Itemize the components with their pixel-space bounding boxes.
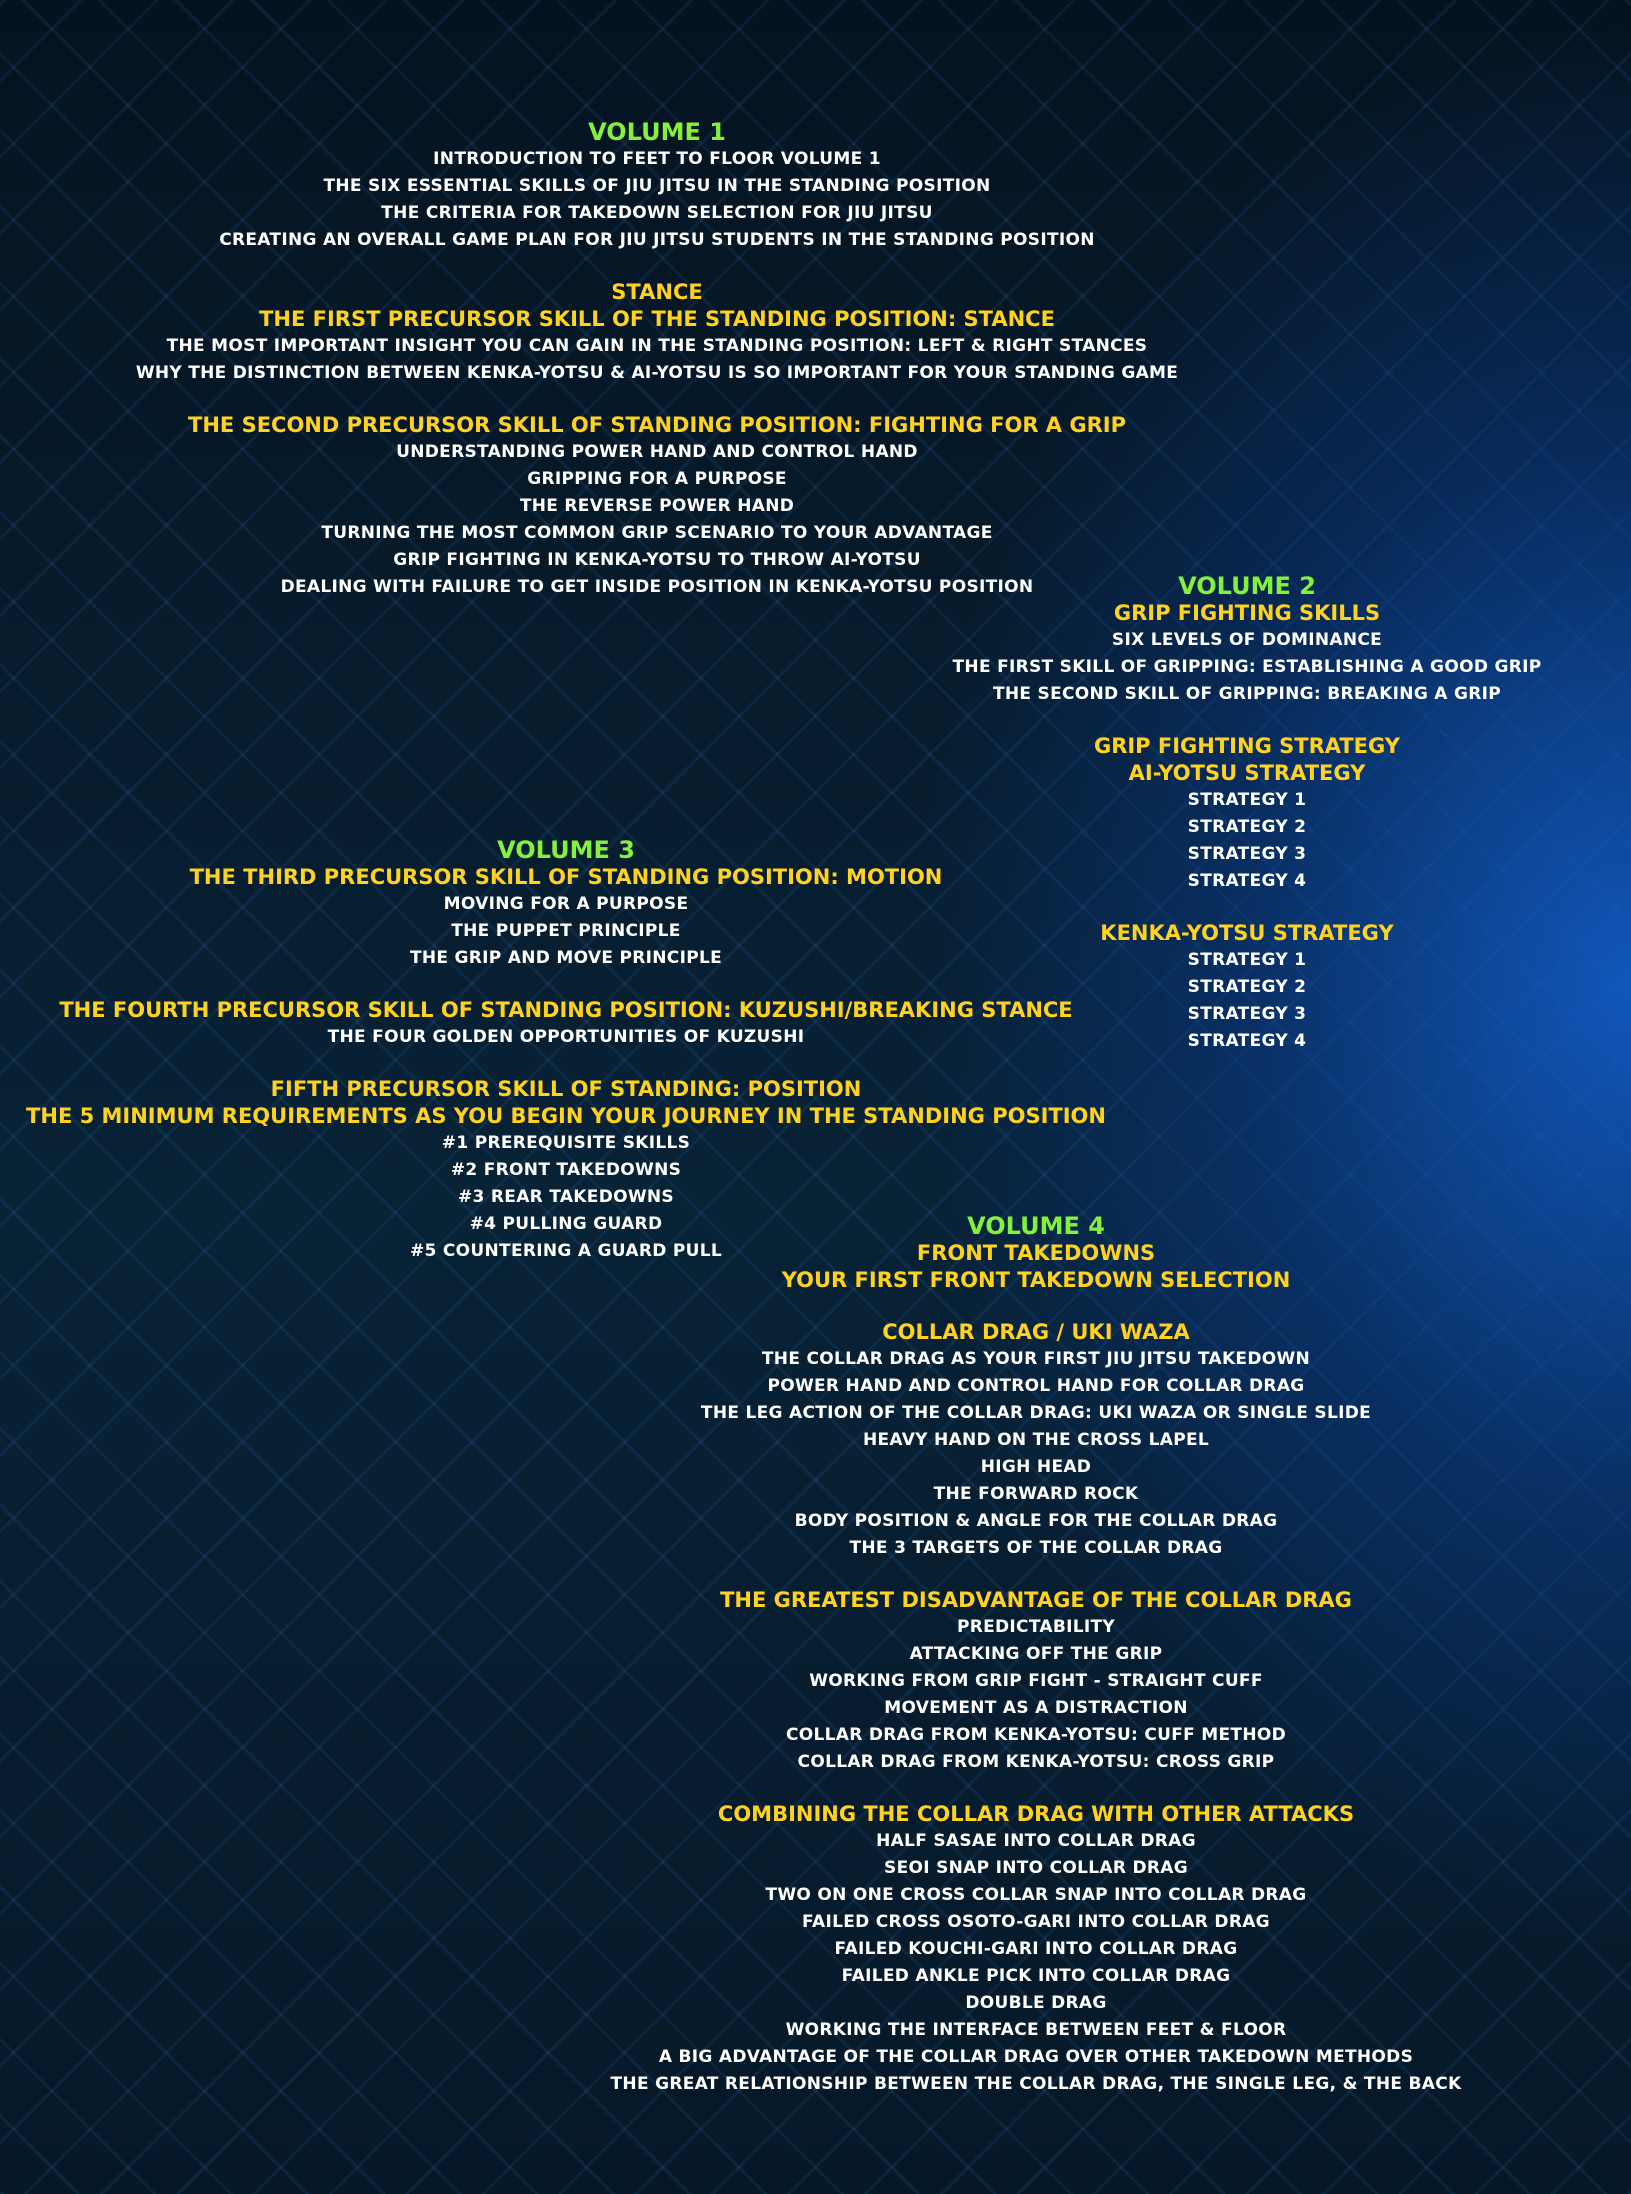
list-item: THE 3 TARGETS OF THE COLLAR DRAG: [849, 1538, 1223, 1558]
list-item: TURNING THE MOST COMMON GRIP SCENARIO TO YOUR ADVANTAGE: [321, 523, 993, 543]
section-heading: THE SECOND PRECURSOR SKILL OF STANDING POSITION: FIGHTING FOR A GRIP: [188, 413, 1126, 437]
section-heading: COMBINING THE COLLAR DRAG WITH OTHER ATTACKS: [717, 1802, 1355, 1826]
volume-1-section: [136, 118, 1178, 601]
list-item: #2 FRONT TAKEDOWNS: [450, 1160, 682, 1180]
volume-title: VOLUME 2: [1178, 572, 1316, 600]
list-item: STRATEGY 1: [1187, 790, 1307, 810]
list-item: STRATEGY 4: [1187, 1031, 1307, 1051]
section-heading: GRIP FIGHTING SKILLS: [1113, 601, 1381, 625]
section-heading: AI-YOTSU STRATEGY: [1128, 761, 1366, 785]
list-item: #1 PREREQUISITE SKILLS: [441, 1133, 691, 1153]
list-item: COLLAR DRAG FROM KENKA-YOTSU: CUFF METHOD: [785, 1725, 1287, 1745]
list-item: HIGH HEAD: [980, 1457, 1092, 1477]
list-item: TWO ON ONE CROSS COLLAR SNAP INTO COLLAR DRAG: [765, 1885, 1307, 1905]
list-item: THE PUPPET PRINCIPLE: [451, 921, 681, 941]
list-item: INTRODUCTION TO FEET TO FLOOR VOLUME 1: [433, 149, 881, 169]
list-item: THE FOUR GOLDEN OPPORTUNITIES OF KUZUSHI: [327, 1027, 805, 1047]
list-item: STRATEGY 1: [1187, 950, 1307, 970]
section-heading: YOUR FIRST FRONT TAKEDOWN SELECTION: [781, 1268, 1291, 1292]
section-heading: GRIP FIGHTING STRATEGY: [1093, 734, 1401, 758]
list-item: THE GREAT RELATIONSHIP BETWEEN THE COLLAR DRAG, THE SINGLE LEG, & THE BACK: [610, 2074, 1462, 2094]
section-heading: THE 5 MINIMUM REQUIREMENTS AS YOU BEGIN YOUR JOURNEY IN THE STANDING POSITION: [26, 1104, 1106, 1128]
list-item: PREDICTABILITY: [956, 1617, 1116, 1637]
list-item: COLLAR DRAG FROM KENKA-YOTSU: CROSS GRIP: [797, 1752, 1275, 1772]
section-heading: FIFTH PRECURSOR SKILL OF STANDING: POSITION: [270, 1077, 862, 1101]
list-item: STRATEGY 2: [1187, 817, 1307, 837]
list-item: GRIPPING FOR A PURPOSE: [527, 469, 787, 489]
list-item: THE LEG ACTION OF THE COLLAR DRAG: UKI WAZA OR SINGLE SLIDE: [700, 1403, 1372, 1423]
volume-title: VOLUME 4: [967, 1212, 1105, 1240]
list-item: CREATING AN OVERALL GAME PLAN FOR JIU JITSU STUDENTS IN THE STANDING POSITION: [219, 230, 1095, 250]
section-heading: THE THIRD PRECURSOR SKILL OF STANDING POSITION: MOTION: [189, 865, 943, 889]
list-item: FAILED KOUCHI-GARI INTO COLLAR DRAG: [834, 1939, 1238, 1959]
section-heading: FRONT TAKEDOWNS: [916, 1241, 1156, 1265]
list-item: HALF SASAE INTO COLLAR DRAG: [876, 1831, 1196, 1851]
list-item: POWER HAND AND CONTROL HAND FOR COLLAR DRAG: [767, 1376, 1305, 1396]
section-heading: THE FIRST PRECURSOR SKILL OF THE STANDING POSITION: STANCE: [259, 307, 1055, 331]
section-heading: THE FOURTH PRECURSOR SKILL OF STANDING POSITION: KUZUSHI/BREAKING STANCE: [59, 998, 1073, 1022]
list-item: WORKING FROM GRIP FIGHT - STRAIGHT CUFF: [809, 1671, 1263, 1691]
list-item: WHY THE DISTINCTION BETWEEN KENKA-YOTSU & AI-YOTSU IS SO IMPORTANT FOR YOUR STANDING GAME: [135, 363, 1179, 383]
list-item: STRATEGY 3: [1187, 844, 1307, 864]
list-item: FAILED ANKLE PICK INTO COLLAR DRAG: [841, 1966, 1231, 1986]
list-item: STRATEGY 3: [1187, 1004, 1307, 1024]
list-item: HEAVY HAND ON THE CROSS LAPEL: [862, 1430, 1210, 1450]
list-item: ATTACKING OFF THE GRIP: [909, 1644, 1163, 1664]
list-item: THE GRIP AND MOVE PRINCIPLE: [409, 948, 723, 968]
list-item: GRIP FIGHTING IN KENKA-YOTSU TO THROW AI-YOTSU: [393, 550, 921, 570]
section-heading: KENKA-YOTSU STRATEGY: [1100, 921, 1394, 945]
list-item: THE FORWARD ROCK: [933, 1484, 1139, 1504]
volume-4-section: [611, 1212, 1462, 2098]
list-item: STRATEGY 2: [1187, 977, 1307, 997]
list-item: MOVEMENT AS A DISTRACTION: [884, 1698, 1188, 1718]
volume-title: VOLUME 1: [588, 118, 726, 146]
list-item: THE COLLAR DRAG AS YOUR FIRST JIU JITSU TAKEDOWN: [761, 1349, 1311, 1369]
volume-title: VOLUME 3: [497, 836, 635, 864]
list-item: DOUBLE DRAG: [965, 1993, 1107, 2013]
list-item: THE CRITERIA FOR TAKEDOWN SELECTION FOR JIU JITSU: [381, 203, 933, 223]
section-heading: COLLAR DRAG / UKI WAZA: [882, 1320, 1190, 1344]
list-item: THE SIX ESSENTIAL SKILLS OF JIU JITSU IN THE STANDING POSITION: [323, 176, 991, 196]
list-item: THE FIRST SKILL OF GRIPPING: ESTABLISHING A GOOD GRIP: [952, 657, 1542, 677]
list-item: #4 PULLING GUARD: [469, 1214, 663, 1234]
list-item: FAILED CROSS OSOTO-GARI INTO COLLAR DRAG: [802, 1912, 1270, 1932]
list-item: A BIG ADVANTAGE OF THE COLLAR DRAG OVER OTHER TAKEDOWN METHODS: [658, 2047, 1414, 2067]
list-item: STRATEGY 4: [1187, 871, 1307, 891]
list-item: #5 COUNTERING A GUARD PULL: [410, 1241, 722, 1261]
list-item: MOVING FOR A PURPOSE: [443, 894, 689, 914]
list-item: DEALING WITH FAILURE TO GET INSIDE POSITION IN KENKA-YOTSU POSITION: [280, 577, 1034, 597]
list-item: UNDERSTANDING POWER HAND AND CONTROL HAND: [396, 442, 918, 462]
section-heading: THE GREATEST DISADVANTAGE OF THE COLLAR DRAG: [720, 1588, 1352, 1612]
list-item: SIX LEVELS OF DOMINANCE: [1111, 630, 1383, 650]
list-item: THE SECOND SKILL OF GRIPPING: BREAKING A GRIP: [992, 684, 1502, 704]
list-item: THE MOST IMPORTANT INSIGHT YOU CAN GAIN IN THE STANDING POSITION: LEFT & RIGHT STANCES: [166, 336, 1148, 356]
list-item: WORKING THE INTERFACE BETWEEN FEET & FLOOR: [785, 2020, 1287, 2040]
section-heading: STANCE: [611, 280, 703, 304]
list-item: #3 REAR TAKEDOWNS: [458, 1187, 674, 1207]
list-item: BODY POSITION & ANGLE FOR THE COLLAR DRAG: [794, 1511, 1278, 1531]
list-item: SEOI SNAP INTO COLLAR DRAG: [884, 1858, 1188, 1878]
volume-3-section: [26, 836, 1106, 1265]
list-item: THE REVERSE POWER HAND: [519, 496, 795, 516]
